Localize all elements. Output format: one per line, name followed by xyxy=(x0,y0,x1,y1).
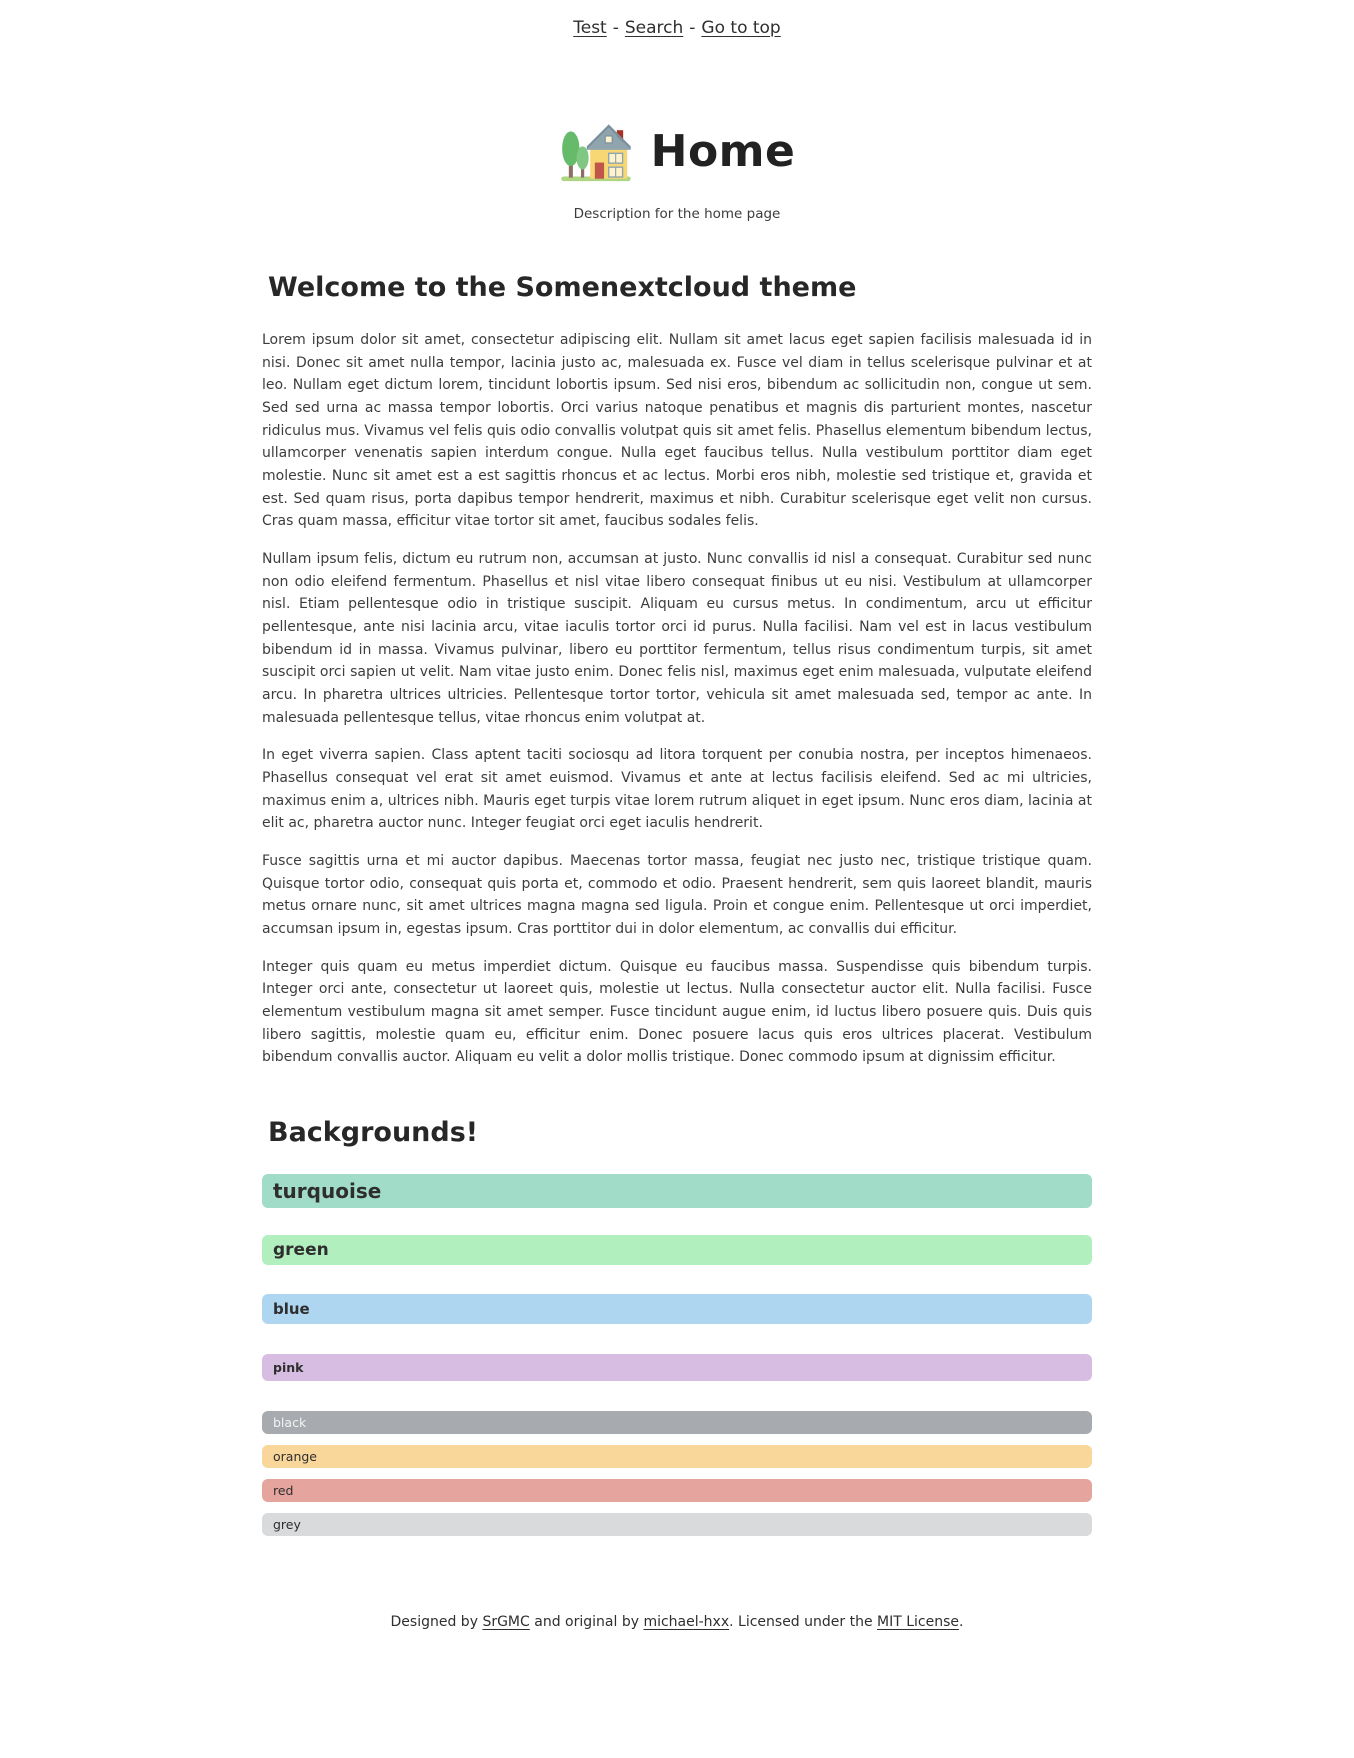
paragraph: In eget viverra sapien. Class aptent taciti sociosqu ad litora torquent per conubia nostra, per inceptos himenaeos. Phasellus consequat vel erat sit amet euismod. Vivamus et ante at lectus facilisis eleifend. Sed ac mi ultricies, maximus enim a, ultrices nibh. Mauris eget turpis vitae lorem rutrum aliquet in eget ipsum. Nunc eros diam, lacinia at elit ac, pharetra auctor nunc. Integer feugiat orci eget iaculis hendrerit. xyxy=(262,747,1092,832)
background-bar-pink: pink xyxy=(262,1354,1092,1381)
footer-text: . Licensed under the xyxy=(729,1614,878,1631)
background-bar-red: red xyxy=(262,1479,1092,1502)
paragraph: Nullam ipsum felis, dictum eu rutrum non, accumsan at justo. Nunc convallis id nisl a consequat. Curabitur sed nunc non odio eleifend fermentum. Phasellus et nisl vitae libero consequat finibus ut eu nisi. Vestibulum at ullamcorper nisl. Etiam pellentesque odio in tristique suscipit. Aliquam eu cursus metus. In condimentum, arcu ut efficitur pellentesque, ante nisi lacinia arcu, vitae iaculis tortor orci id purus. Nulla facilisi. Nam vel est in lacus vestibulum bibendum id in massa. Vivamus pulvinar, libero eu porttitor fermentum, tellus risus condimentum turpis, sit amet suscipit orci sapien ut velit. Nam vitae justo enim. Donec felis nisl, maximus eget enim malesuada, vulputate eleifend arcu. In pharetra ultrices ultricies. Pellentesque tortor tortor, vehicula sit amet malesuada sed, tempor ac ante. In malesuada pellentesque tellus, vitae rhoncus enim volutpat at. xyxy=(262,551,1092,726)
footer-text: . xyxy=(959,1614,964,1631)
nav-separator: - xyxy=(689,18,696,38)
article xyxy=(262,272,1092,1069)
backgrounds-section xyxy=(262,1117,1092,1536)
background-bar-green: green xyxy=(262,1235,1092,1265)
article-title: Welcome to the Somenextcloud theme xyxy=(268,272,857,303)
nav-link-search[interactable]: Search xyxy=(624,18,684,38)
site-header xyxy=(262,116,1092,222)
background-bar-orange: orange xyxy=(262,1445,1092,1468)
footer-link-michael-hxx[interactable]: michael-hxx xyxy=(643,1614,730,1631)
footer-text: Designed by xyxy=(390,1614,483,1631)
backgrounds-title: Backgrounds! xyxy=(268,1117,479,1149)
background-bar-black: black xyxy=(262,1411,1092,1434)
footer-link-srgmc[interactable]: SrGMC xyxy=(482,1614,530,1631)
background-bar-turquoise: turquoise xyxy=(262,1174,1092,1208)
paragraph: Lorem ipsum dolor sit amet, consectetur adipiscing elit. Nullam sit amet lacus eget sapien facilisis malesuada id in nisi. Donec sit amet nulla tempor, lacinia justo ac, malesuada ex. Fusce vel diam in tellus scelerisque pulvinar et at leo. Nullam eget dictum lorem, tincidunt lobortis ipsum. Sed nisi eros, bibendum ac sollicitudin non, congue ut sem. Sed sed urna ac massa tempor lobortis. Orci varius natoque penatibus et magnis dis parturient montes, nascetur ridiculus mus. Vivamus vel felis quis odio convallis volutpat quis sit amet felis. Phasellus elementum bibendum lectus, ullamcorper venenatis sapien interdum congue. Nulla eget faucibus tellus. Nulla vestibulum porttitor diam eget molestie. Nunc sit amet est a est sagittis rhoncus et ac lectus. Morbi eros nibh, molestie sed tristique et, gravida et est. Sed quam risus, porta dapibus tempor hendrerit, maximus et nibh. Curabitur scelerisque eget velit non cursus. Cras quam massa, efficitur vitae tortor sit amet, faucibus sodales felis. xyxy=(262,332,1092,530)
paragraph: Integer quis quam eu metus imperdiet dictum. Quisque eu faucibus massa. Suspendisse quis bibendum turpis. Integer orci ante, consectetur ut laoreet quis, molestie ut lectus. Nulla consectetur auctor elit. Nulla facilisi. Fusce elementum vestibulum magna sit amet semper. Fusce tincidunt augue enim, id luctus libero posuere quis. Duis quis libero sagittis, molestie quam eu, efficitur enim. Donec posuere lacus quis eros ultrices placerat. Vestibulum bibendum convallis auctor. Aliquam eu velit a dolor mollis tristique. Donec commodo ipsum at dignissim efficitur. xyxy=(262,958,1092,1066)
nav-link-test[interactable]: Test xyxy=(573,18,607,38)
top-navigation xyxy=(0,0,1354,44)
footer-text: and original by xyxy=(529,1614,644,1631)
site-title-row xyxy=(262,116,1092,186)
paragraph: Fusce sagittis urna et mi auctor dapibus. Maecenas tortor massa, feugiat nec justo nec, tristique tristique quam. Quisque tortor odio, consequat quis porta et, commodo et odio. Praesent hendrerit, sem quis laoreet blandit, mauris metus ornare nunc, sit amet ultrices magna magna sed ligula. Proin et congue enim. Pellentesque ut orci imperdiet, accumsan ipsum in, egestas ipsum. Cras porttitor dui in dolor elementum, ac convallis dui efficitur. xyxy=(262,853,1092,938)
footer-link-mit-license[interactable]: MIT License xyxy=(877,1614,960,1631)
footer xyxy=(0,1614,1354,1630)
nav-link-go-to-top[interactable]: Go to top xyxy=(701,18,781,38)
nav-separator: - xyxy=(612,18,619,38)
site-description: Description for the home page xyxy=(573,206,781,222)
house-with-garden-icon xyxy=(559,116,633,186)
content-container xyxy=(262,116,1092,1536)
site-title: Home xyxy=(650,125,796,177)
background-bar-grey: grey xyxy=(262,1513,1092,1536)
background-bar-blue: blue xyxy=(262,1294,1092,1324)
